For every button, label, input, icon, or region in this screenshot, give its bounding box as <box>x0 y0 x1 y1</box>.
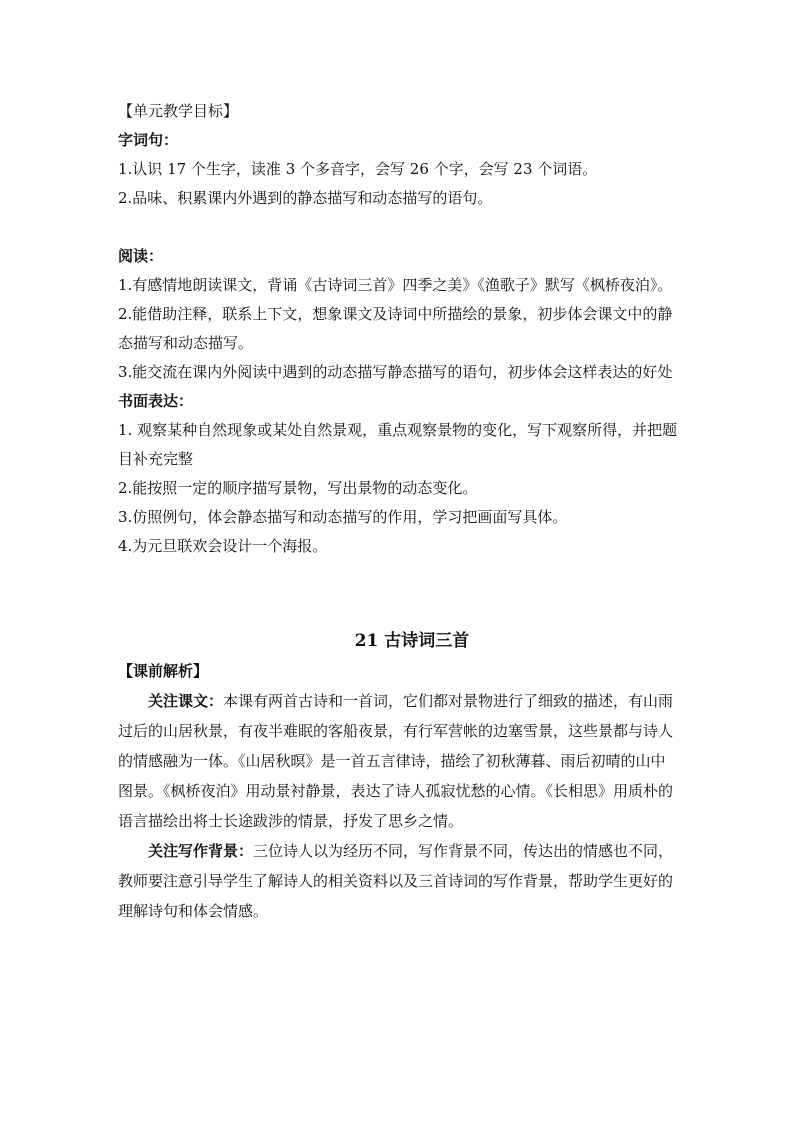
focus-background-label: 关注写作背景： <box>148 842 254 860</box>
words-item-1: 1.认识 17 个生字，读准 3 个多音字，会写 26 个字，会写 23 个词语。 <box>118 160 598 178</box>
unit-goals-heading: 【单元教学目标】 <box>118 102 239 120</box>
lesson-title: 21 古诗词三首 <box>354 631 470 651</box>
writing-item-1: 1. 观察某种自然现象或某处自然景观，重点观察景物的变化，写下观察所得，并把题目补充完整 <box>118 421 678 468</box>
focus-text-paragraph <box>118 686 678 836</box>
reading-item-1: 1.有感情地朗读课文，背诵《古诗词三首》四季之美》《渔歌子》默写《枫桥夜泊》。 <box>118 276 673 294</box>
document-body <box>118 97 678 926</box>
spacer <box>118 213 678 242</box>
spacer <box>118 561 678 625</box>
writing-label: 书面表达： <box>118 392 194 410</box>
writing-item-2: 2.能按照一定的顺序描写景物，写出景物的动态变化。 <box>118 479 478 497</box>
focus-background-body: 三位诗人以为经历不同，写作背景不同，传达出的情感也不同，教师要注意引导学生了解诗人的相关资料以及三首诗词的写作背景，帮助学生更好的理解诗句和体会情感。 <box>118 842 674 920</box>
analysis-heading: 【课前解析】 <box>118 662 209 680</box>
reading-label: 阅读： <box>118 247 164 265</box>
focus-text-body: 本课有两首古诗和一首词，它们都对景物进行了细致的描述，有山雨过后的山居秋景，有夜半难眠的客船夜景，有行军营帐的边塞雪景，这些景都与诗人的情感融为一体。《山居秋暝》是一首五言律诗，描绘了初秋薄暮、雨后初晴的山中图景。《枫桥夜泊》用动景衬静景，表达了诗人孤寂忧愁的心情。《长相思》用质朴的语言描绘出将士长途跋涉的情景，抒发了思乡之情。 <box>118 692 674 830</box>
words-label: 字词句： <box>118 131 179 149</box>
focus-text-label: 关注课文： <box>148 692 224 710</box>
writing-item-3: 3.仿照例句，体会静态描写和动态描写的作用，学习把画面写具体。 <box>118 508 568 526</box>
reading-item-2: 2.能借助注释，联系上下文，想象课文及诗词中所描绘的景象，初步体会课文中的静态描写和动态描写。 <box>118 305 673 352</box>
focus-background-paragraph <box>118 836 678 926</box>
reading-item-3: 3.能交流在课内外阅读中遇到的动态描写静态描写的语句，初步体会这样表达的好处 <box>118 363 673 381</box>
words-item-2: 2.品味、积累课内外遇到的静态描写和动态描写的语句。 <box>118 189 493 207</box>
writing-item-4: 4.为元旦联欢会设计一个海报。 <box>118 537 328 555</box>
